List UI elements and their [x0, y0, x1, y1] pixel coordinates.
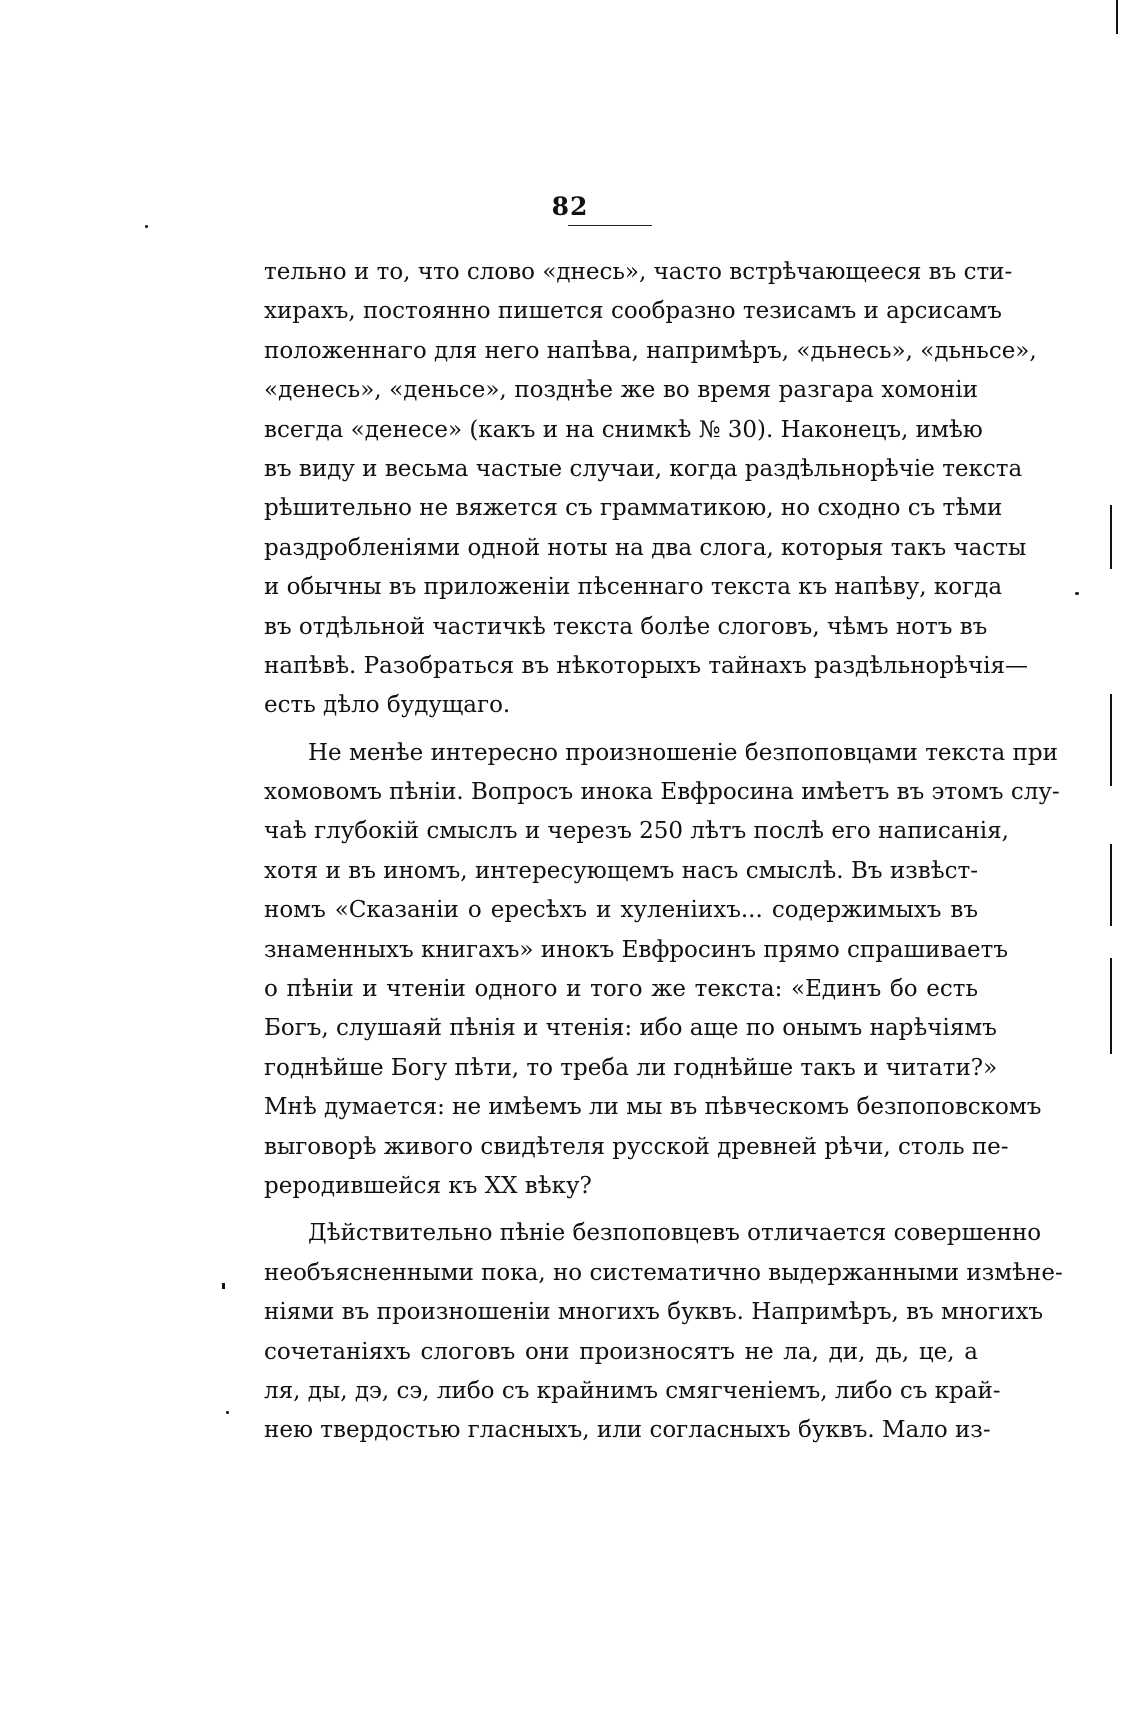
text-line: въ виду и весьма частые случаи, когда раздѣльнорѣчіе текста: [264, 455, 1023, 482]
scan-speck: [226, 1411, 229, 1414]
text-line: необъясненными пока, но систематично выдержанными измѣне-: [264, 1259, 1063, 1286]
text-line: хомовомъ пѣніи. Вопросъ инока Евфросина имѣетъ въ этомъ слу-: [264, 779, 1060, 806]
text-line: хирахъ, постоянно пишется сообразно тезисамъ и арсисамъ: [264, 298, 1002, 325]
paragraph-gap: [264, 726, 978, 734]
text-line: положеннаго для него напѣва, напримѣръ, «дьнесь», «дьньсе»,: [264, 337, 1037, 364]
text-line: Мнѣ думается: не имѣемъ ли мы въ пѣвческомъ безпоповскомъ: [264, 1094, 1042, 1121]
page-number: 82: [551, 192, 589, 221]
text-line: въ отдѣльной частичкѣ текста болѣе слоговъ, чѣмъ нотъ въ: [264, 613, 988, 640]
scan-border-line: [1110, 844, 1112, 926]
text-line: ніями въ произношеніи многихъ буквъ. Напримѣръ, въ многихъ: [264, 1299, 1044, 1326]
scan-border-line: [1116, 0, 1118, 34]
text-line: нею твердостью гласныхъ, или согласныхъ буквъ. Мало из-: [264, 1417, 991, 1444]
paragraph-2: [264, 734, 1060, 1207]
text-line: раздробленіями одной ноты на два слога, которыя такъ часты: [264, 534, 1027, 561]
scan-border-line: [1110, 505, 1112, 569]
paragraph-1: [264, 253, 1037, 726]
scan-border-line: [1110, 694, 1112, 786]
text-line: «денесь», «деньсе», позднѣе же во время разгара хомоніи: [264, 377, 978, 404]
text-line: реродившейся къ XX вѣку?: [264, 1172, 592, 1199]
paragraph-gap: [264, 1206, 978, 1214]
text-line: о пѣніи и чтеніи одного и того же текста: «Единъ бо есть: [264, 976, 978, 1003]
text-block: [264, 253, 1063, 1451]
text-line: выговорѣ живого свидѣтеля русской древней рѣчи, столь пе-: [264, 1133, 1009, 1160]
text-line: Богъ, слушаяй пѣнія и чтенія: ибо аще по онымъ нарѣчіямъ: [264, 1015, 997, 1042]
text-line: сочетаніяхъ слоговъ они произносятъ не ла, ди, дь, це, а: [264, 1338, 978, 1365]
text-line: Дѣйствительно пѣніе безпоповцевъ отличается совершенно: [308, 1220, 1042, 1247]
text-line: номъ «Сказаніи о ересѣхъ и хуленіихъ... содержимыхъ въ: [264, 897, 978, 924]
paragraph-3: [264, 1214, 1063, 1450]
scan-border-line: [1110, 958, 1112, 1054]
scan-speck: [145, 225, 148, 228]
text-line: есть дѣло будущаго.: [264, 692, 511, 719]
text-line: чаѣ глубокій смыслъ и черезъ 250 лѣтъ послѣ его написанія,: [264, 818, 1009, 845]
scan-speck: [222, 1283, 225, 1289]
text-line: напѣвѣ. Разобраться въ нѣкоторыхъ тайнахъ раздѣльнорѣчія—: [264, 652, 1029, 679]
text-line: хотя и въ иномъ, интересующемъ насъ смыслѣ. Въ извѣст-: [264, 857, 978, 884]
text-line: Не менѣе интересно произношеніе безпоповцами текста при: [308, 739, 1058, 766]
text-line: годнѣйше Богу пѣти, то треба ли годнѣйше такъ и читати?»: [264, 1054, 998, 1081]
page-number-rule: [568, 225, 652, 226]
text-line: всегда «денесе» (какъ и на снимкѣ № 30). Наконецъ, имѣю: [264, 416, 983, 443]
scan-speck: [1075, 592, 1079, 595]
text-line: ля, ды, дэ, сэ, либо съ крайнимъ смягченіемъ, либо съ край-: [264, 1377, 1001, 1404]
text-line: тельно и то, что слово «днесь», часто встрѣчающееся въ сти-: [264, 259, 1013, 285]
text-line: рѣшительно не вяжется съ грамматикою, но сходно съ тѣми: [264, 495, 1003, 522]
text-line: и обычны въ приложеніи пѣсеннаго текста къ напѣву, когда: [264, 574, 1003, 601]
text-line: знаменныхъ книгахъ» инокъ Евфросинъ прямо спрашиваетъ: [264, 936, 1008, 963]
